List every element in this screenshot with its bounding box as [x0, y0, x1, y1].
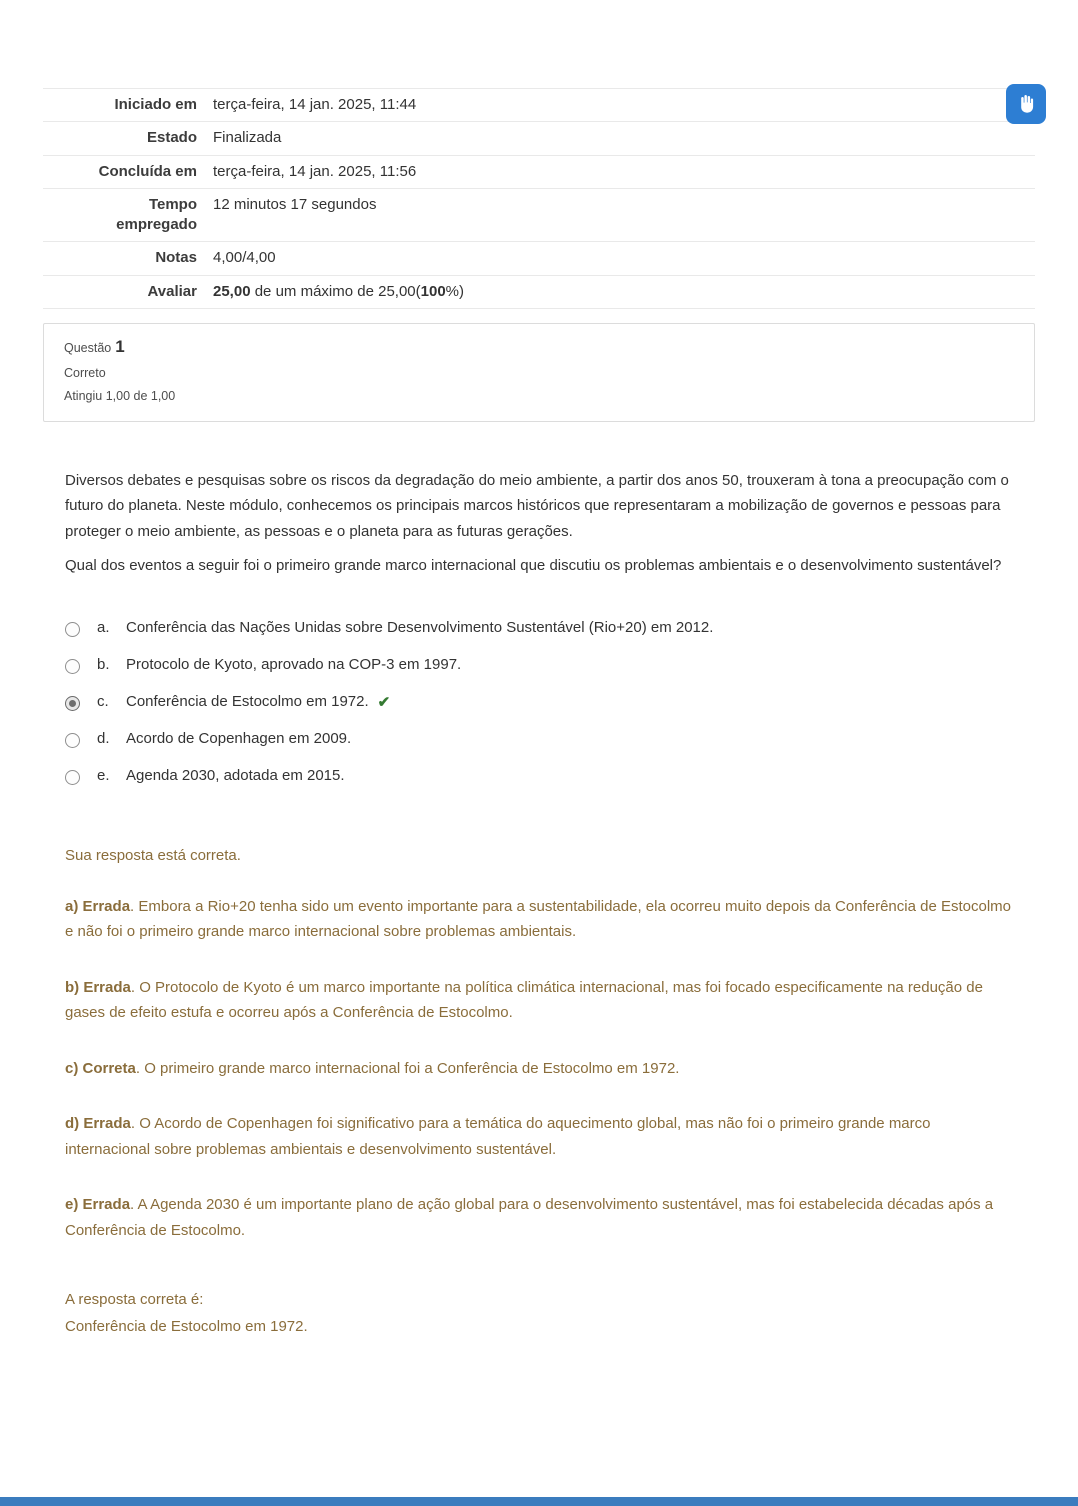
feedback-item-e [65, 1192, 1013, 1243]
grade-text-end: %) [445, 282, 465, 300]
feedback-text: . O Acordo de Copenhagen foi significativo para a temática do aquecimento global, mas não foi o primeiro grande marco internacional sobre problemas ambientais e desenvolvimento sustentável. [65, 1115, 931, 1158]
feedback-text: . O primeiro grande marco internacional foi a Conferência de Estocolmo em 1972. [135, 1059, 680, 1077]
option-e[interactable] [65, 767, 1013, 789]
question-number: 1 [115, 336, 125, 356]
summary-value: Finalizada [213, 129, 282, 147]
option-c[interactable] [65, 693, 1013, 715]
summary-row-started [43, 88, 1035, 121]
correct-answer-block [65, 1287, 1013, 1340]
radio-option-c[interactable] [65, 696, 80, 711]
attempt-summary-table [43, 88, 1035, 309]
summary-row-marks [43, 241, 1035, 274]
question-text [65, 468, 1013, 579]
feedback-item-d [65, 1111, 1013, 1162]
feedback-prefix: b) Errada [65, 978, 131, 996]
option-letter: c. [97, 692, 109, 710]
feedback-text: . A Agenda 2030 é um importante plano de ação global para o desenvolvimento sustentável, mas foi estabelecida décadas após a Conferência de Estocolmo. [65, 1196, 994, 1239]
feedback-item-a [65, 894, 1013, 945]
option-a[interactable] [65, 619, 1013, 641]
feedback-text: . O Protocolo de Kyoto é um marco importante na política climática internacional, mas foi focado especificamente na redução de gases de efeito estufa e ocorreu após a Conferência de Estocolmo. [65, 978, 983, 1022]
question-intro: Diversos debates e pesquisas sobre os riscos da degradação do meio ambiente, a partir dos anos 50, trouxeram à tona a preocupação com o futuro do planeta. Neste módulo, conhecemos os principais marcos históricos que representaram a mobilização de governos e pessoas para proteger o meio ambiente, as pessoas e o planeta para as futuras gerações. [65, 471, 1009, 540]
question-body [22, 468, 1013, 1340]
summary-label: Notas [155, 249, 197, 267]
feedback-intro: Sua resposta está correta. [65, 846, 241, 864]
feedback-prefix: c) Correta [65, 1059, 136, 1077]
accessibility-libras-button[interactable] [1006, 84, 1046, 124]
summary-label: Tempo empregado [116, 195, 197, 233]
summary-row-grade [43, 275, 1035, 309]
option-d[interactable] [65, 730, 1013, 752]
summary-row-completed [43, 155, 1035, 188]
answer-options [65, 619, 1013, 789]
grade-value: 25,00 [213, 282, 251, 300]
radio-option-d[interactable] [65, 733, 80, 748]
grade-percent: 100 [420, 282, 446, 300]
question-number-line [64, 337, 1014, 357]
summary-value: 4,00/4,00 [213, 249, 276, 267]
summary-row-state [43, 121, 1035, 154]
grade-text: de um máximo de 25,00( [250, 282, 421, 300]
question-number-label: Questão [64, 340, 112, 355]
question-points: Atingiu 1,00 de 1,00 [64, 388, 176, 403]
question-info-box [43, 323, 1035, 422]
correct-answer-label: A resposta correta é: [65, 1291, 204, 1309]
option-text: Acordo de Copenhagen em 2009. [126, 729, 352, 747]
question-prompt: Qual dos eventos a seguir foi o primeiro grande marco internacional que discutiu os problemas ambientais e o desenvolvimento sustentável? [65, 557, 1002, 575]
summary-label: Iniciado em [114, 96, 197, 113]
option-letter: b. [97, 655, 110, 673]
option-b[interactable] [65, 656, 1013, 678]
feedback-section [65, 847, 1013, 1340]
summary-value: 12 minutos 17 segundos [213, 195, 377, 213]
hand-sign-icon [1014, 92, 1038, 116]
summary-label: Estado [146, 129, 197, 147]
option-text: Protocolo de Kyoto, aprovado na COP-3 em 1997. [126, 655, 462, 673]
correct-answer-text: Conferência de Estocolmo em 1972. [65, 1317, 308, 1335]
option-letter: d. [97, 729, 110, 747]
radio-option-b[interactable] [65, 659, 80, 674]
feedback-item-c [65, 1056, 1013, 1082]
summary-label: Avaliar [147, 282, 197, 300]
feedback-prefix: e) Errada [65, 1196, 131, 1214]
summary-value: terça-feira, 14 jan. 2025, 11:56 [213, 162, 417, 180]
correct-check-icon: ✔ [377, 693, 391, 711]
radio-option-a[interactable] [65, 622, 80, 637]
radio-option-e[interactable] [65, 770, 80, 785]
summary-row-time-taken [43, 188, 1035, 242]
footer-accent-bar [0, 1497, 1078, 1506]
summary-value [213, 282, 1035, 302]
question-status: Correto [64, 365, 106, 380]
feedback-prefix: d) Errada [65, 1115, 131, 1133]
summary-label: Concluída em [98, 162, 197, 180]
feedback-text: . Embora a Rio+20 tenha sido um evento importante para a sustentabilidade, ela ocorreu muito depois da Conferência de Estocolmo e não foi o primeiro grande marco internacional sobre problemas ambientais. [65, 897, 1011, 941]
feedback-prefix: a) Errada [65, 897, 131, 915]
option-text: Conferência de Estocolmo em 1972. [126, 692, 369, 710]
option-letter: a. [97, 618, 110, 636]
feedback-item-b [65, 975, 1013, 1026]
summary-value: terça-feira, 14 jan. 2025, 11:44 [213, 96, 417, 113]
option-text: Agenda 2030, adotada em 2015. [126, 766, 345, 784]
option-letter: e. [97, 766, 110, 784]
option-text: Conferência das Nações Unidas sobre Desenvolvimento Sustentável (Rio+20) em 2012. [126, 618, 714, 636]
